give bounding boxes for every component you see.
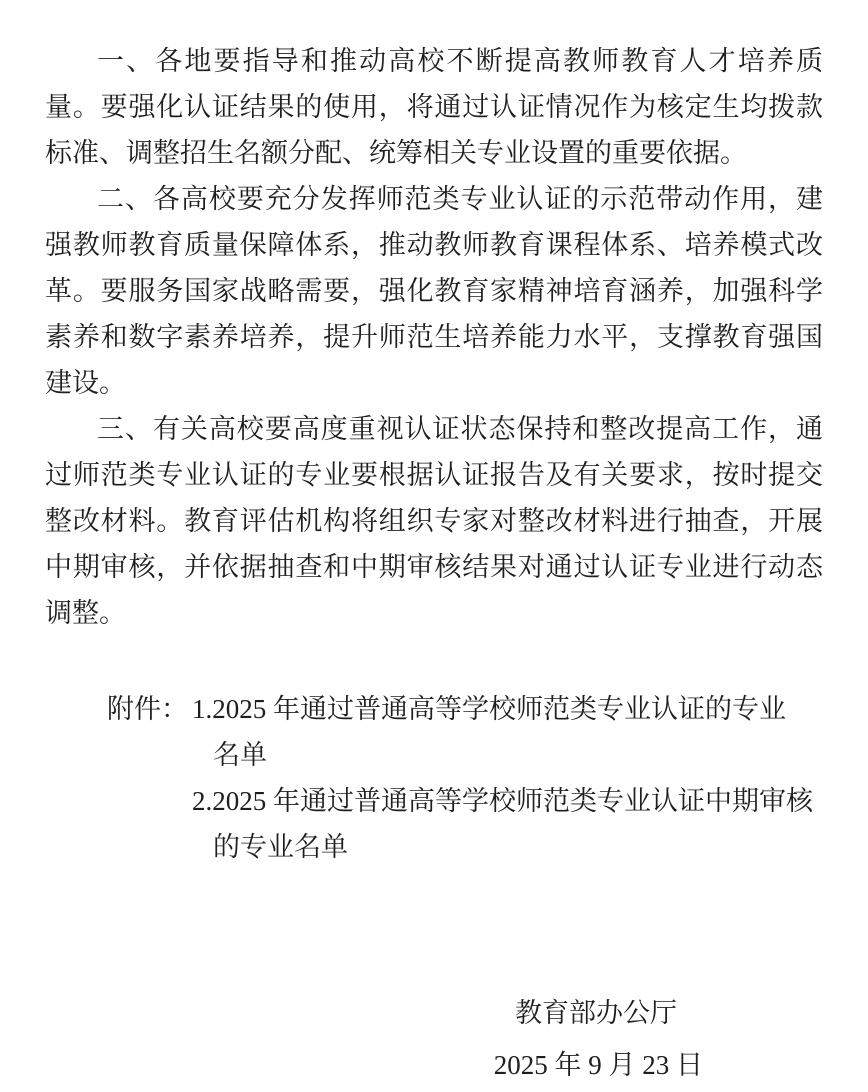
paragraph-1 <box>45 38 823 176</box>
paragraph-line: 中期审核，并依据抽查和中期审核结果对通过认证专业进行动态 <box>45 552 823 582</box>
paragraph-line: 整改材料。教育评估机构将组织专家对整改材料进行抽查，开展 <box>45 506 823 536</box>
paragraph-line: 三、有关高校要高度重视认证状态保持和整改提高工作，通 <box>97 414 823 444</box>
paragraph-line: 强教师教育质量保障体系，推动教师教育课程体系、培养模式改 <box>45 230 823 260</box>
paragraph-line: 二、各高校要充分发挥师范类专业认证的示范带动作用，建 <box>97 184 823 214</box>
paragraph-line: 过师范类专业认证的专业要根据认证报告及有关要求，按时提交 <box>45 460 823 490</box>
signature-block <box>45 990 823 1088</box>
paragraph-2 <box>45 176 823 406</box>
paragraph-line: 素养和数字素养培养，提升师范生培养能力水平，支撑教育强国 <box>45 322 823 352</box>
issue-date: 2025 年 9 月 23 日 <box>493 1050 703 1080</box>
attachment-item-1-line: 1.2025 年通过普通高等学校师范类专业认证的专业 <box>192 694 786 724</box>
attachment-item-2-line: 2.2025 年通过普通高等学校师范类专业认证中期审核 <box>192 786 813 816</box>
notice-body <box>45 38 823 636</box>
attachments-section <box>45 686 823 870</box>
paragraph-3 <box>45 406 823 636</box>
paragraph-line: 革。要服务国家战略需要，强化教育家精神培育涵养，加强科学 <box>45 276 823 306</box>
paragraph-line: 量。要强化认证结果的使用，将通过认证情况作为核定生均拨款 <box>45 92 823 122</box>
paragraph-line: 标准、调整招生名额分配、统筹相关专业设置的重要依据。 <box>45 138 747 168</box>
attachment-item-2-line: 的专业名单 <box>213 832 348 862</box>
paragraph-line: 调整。 <box>45 598 126 628</box>
attachment-item-1-line: 名单 <box>213 740 267 770</box>
paragraph-line: 一、各地要指导和推动高校不断提高教师教育人才培养质 <box>97 46 823 76</box>
attachments-label: 附件： <box>107 694 188 724</box>
paragraph-line: 建设。 <box>45 368 126 398</box>
issuer-name: 教育部办公厅 <box>515 998 677 1028</box>
